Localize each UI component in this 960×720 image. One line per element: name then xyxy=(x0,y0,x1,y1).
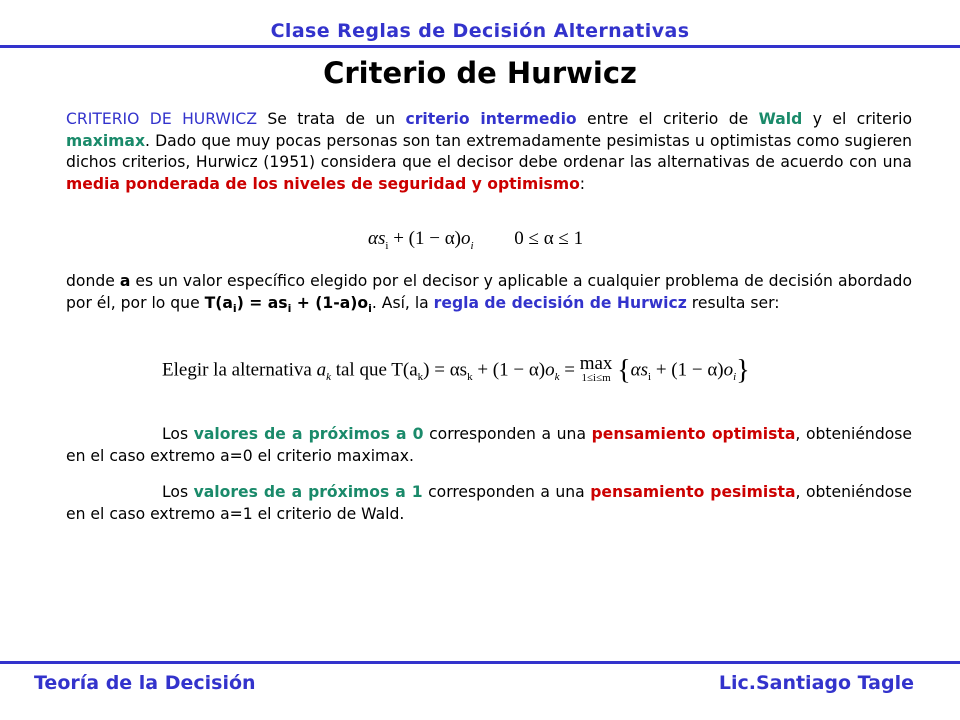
formula-term: a xyxy=(316,359,327,381)
header-rule xyxy=(0,45,960,48)
highlight-weighted-mean: media ponderada de los niveles de seguridad y optimismo xyxy=(66,174,580,193)
formula-sub: k xyxy=(554,371,560,384)
sub: i xyxy=(287,301,292,315)
text: Los xyxy=(162,425,194,443)
text: corresponden a una xyxy=(423,425,592,443)
text: , obteniéndose en el caso extremo a=1 el criterio de Wald. xyxy=(66,483,912,523)
formula-sub: i xyxy=(648,371,652,384)
formula-term: = xyxy=(559,359,580,381)
formula-term: αs xyxy=(368,228,386,249)
text: donde xyxy=(66,272,120,290)
highlight-maximax: maximax xyxy=(66,131,146,150)
max-label: max xyxy=(579,353,613,374)
text: , obteniéndose en el caso extremo a=0 el criterio maximax. xyxy=(66,425,912,465)
formula-decision-rule xyxy=(162,355,750,387)
text: Los xyxy=(162,483,194,501)
formula-term: + (1 − α) xyxy=(651,359,724,381)
highlight-decision-rule: regla de decisión de Hurwicz xyxy=(433,293,687,312)
paragraph-pessimist xyxy=(66,482,912,525)
text: ) = as xyxy=(236,293,288,312)
highlight-intermediate: criterio intermedio xyxy=(405,110,577,128)
text: . Dado que muy pocas personas son tan extremadamente pesimistas u optimistas como sugieren dichos criterios, Hurwicz (1951) considera que el decisor debe ordenar las alternativas de acuerdo con una xyxy=(66,131,912,171)
formula-sub: k xyxy=(326,371,331,384)
max-operator xyxy=(579,353,613,385)
footer-course: Teoría de la Decisión xyxy=(34,672,256,694)
highlight-pessimist: pensamiento pesimista xyxy=(590,483,796,501)
criterion-lead: CRITERIO DE HURWICZ xyxy=(66,110,257,128)
formula-term: o xyxy=(545,359,555,381)
page-title: Criterio de Hurwicz xyxy=(323,56,637,90)
text: es un valor específico elegido por el decisor y aplicable a cualquier problema de decisión abordado por él, por lo que xyxy=(66,272,912,312)
formula-sub: i xyxy=(733,371,737,384)
text: + (1-a)o xyxy=(291,293,369,312)
highlight-near-zero: valores de a próximos a 0 xyxy=(193,425,424,443)
formula-term: o xyxy=(460,228,471,249)
sub: i xyxy=(232,301,237,315)
formula-term: αs xyxy=(630,359,649,381)
text: . Así, la xyxy=(371,293,434,312)
brace-close: } xyxy=(736,355,750,386)
paragraph-definition xyxy=(66,271,912,319)
formula-term: tal que T(a xyxy=(335,359,418,381)
inline-formula xyxy=(204,293,372,315)
formula-hurwicz-value xyxy=(368,228,583,252)
formula-sub: k xyxy=(417,371,424,384)
footer-author: Lic.Santiago Tagle xyxy=(718,672,914,694)
max-range: 1≤i≤m xyxy=(581,372,611,384)
course-title: Clase Reglas de Decisión Alternativas xyxy=(270,20,690,42)
formula-sub: i xyxy=(385,239,389,252)
text: T(a xyxy=(204,293,233,312)
formula-lead: Elegir la alternativa xyxy=(162,359,312,381)
formula-term: ) = αs xyxy=(423,359,468,381)
text: y el criterio xyxy=(802,110,912,128)
formula-term: o xyxy=(723,359,734,381)
paragraph-intro xyxy=(66,109,912,195)
formula-constraint: 0 ≤ α ≤ 1 xyxy=(514,228,584,249)
formula-sub: k xyxy=(467,371,473,384)
highlight-wald: Wald xyxy=(758,110,803,128)
text: : xyxy=(579,174,586,193)
formula-sub: i xyxy=(470,239,474,252)
highlight-optimist: pensamiento optimista xyxy=(591,425,796,443)
formula-term: + (1 − α) xyxy=(472,359,546,381)
footer-rule xyxy=(0,661,960,664)
sub: i xyxy=(368,301,372,315)
highlight-near-one: valores de a próximos a 1 xyxy=(193,483,423,501)
text: resulta ser: xyxy=(686,293,780,312)
variable-a: a xyxy=(119,272,131,290)
text: entre el criterio de xyxy=(576,110,759,128)
text: Se trata de un xyxy=(257,110,406,128)
paragraph-optimist xyxy=(66,424,912,467)
brace-open: { xyxy=(617,355,631,386)
text: corresponden a una xyxy=(422,483,591,501)
formula-term: + (1 − α) xyxy=(388,228,461,249)
